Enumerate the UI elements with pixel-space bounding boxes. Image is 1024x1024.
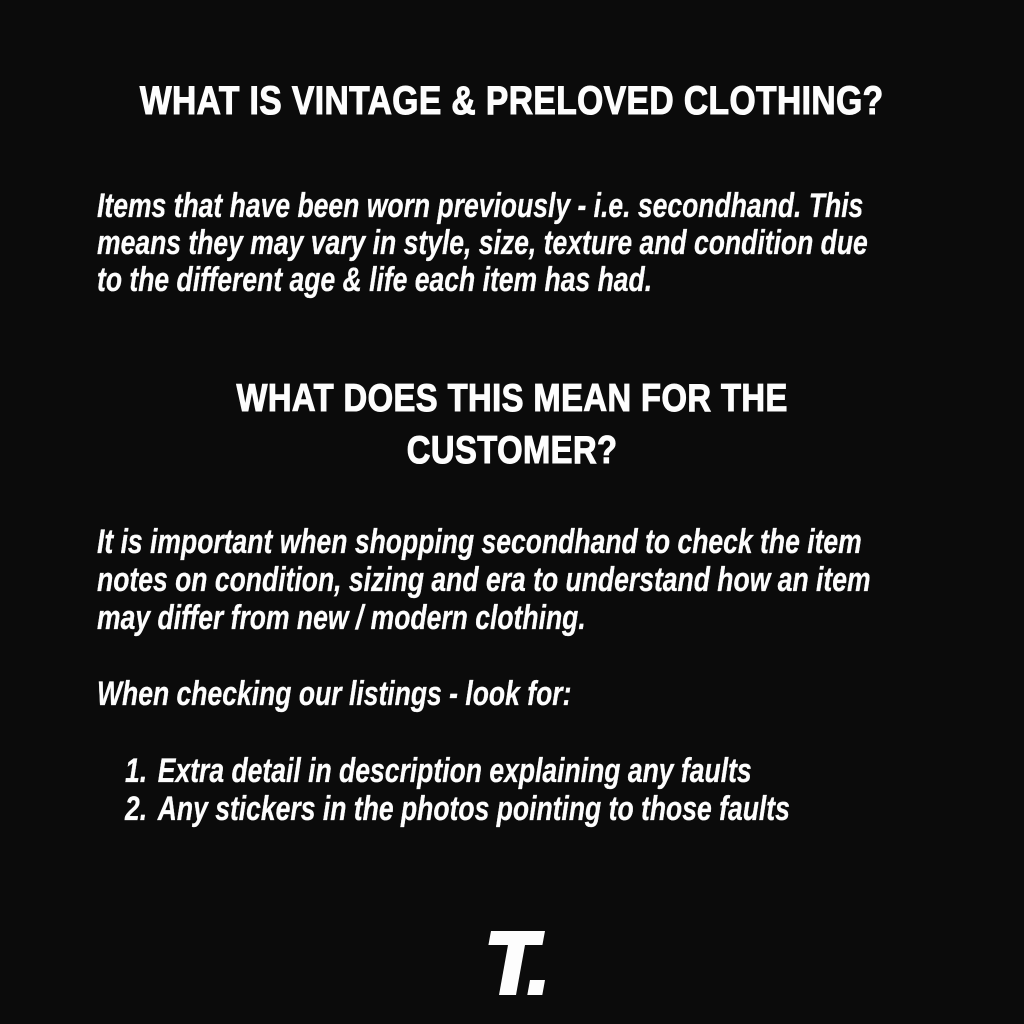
item-text: Any stickers in the photos pointing to those faults: [157, 790, 790, 828]
listings-note: When checking our listings - look for:: [97, 675, 572, 713]
checklist-item: [125, 790, 790, 828]
intro-paragraph: [97, 188, 868, 299]
checklist: [125, 752, 790, 828]
intro-line: to the different age & life each item has had.: [97, 261, 653, 299]
checklist-item: [125, 752, 790, 790]
customer-paragraph: [97, 523, 871, 637]
item-number: 2.: [125, 790, 148, 828]
heading-secondary-line1: WHAT DOES THIS MEAN FOR THE: [236, 377, 788, 420]
brand-logo-t-icon: [477, 930, 547, 996]
heading-secondary-line2: CUSTOMER?: [406, 429, 618, 472]
item-number: 1.: [125, 752, 148, 790]
heading-secondary: [0, 373, 1024, 477]
intro-line: Items that have been worn previously - i.e. secondhand. This: [97, 187, 864, 225]
intro-line: means they may vary in style, size, texture and condition due: [97, 224, 868, 262]
customer-line: may differ from new / modern clothing.: [97, 599, 586, 637]
customer-line: It is important when shopping secondhand to check the item: [97, 523, 862, 561]
heading-primary: [0, 77, 1024, 125]
heading-secondary-text: [236, 373, 787, 477]
customer-line: notes on condition, sizing and era to understand how an item: [97, 561, 871, 599]
item-text: Extra detail in description explaining any faults: [157, 752, 752, 790]
heading-primary-text: WHAT IS VINTAGE & PRELOVED CLOTHING?: [140, 79, 884, 123]
brand-logo-t-glyph: [477, 930, 547, 996]
